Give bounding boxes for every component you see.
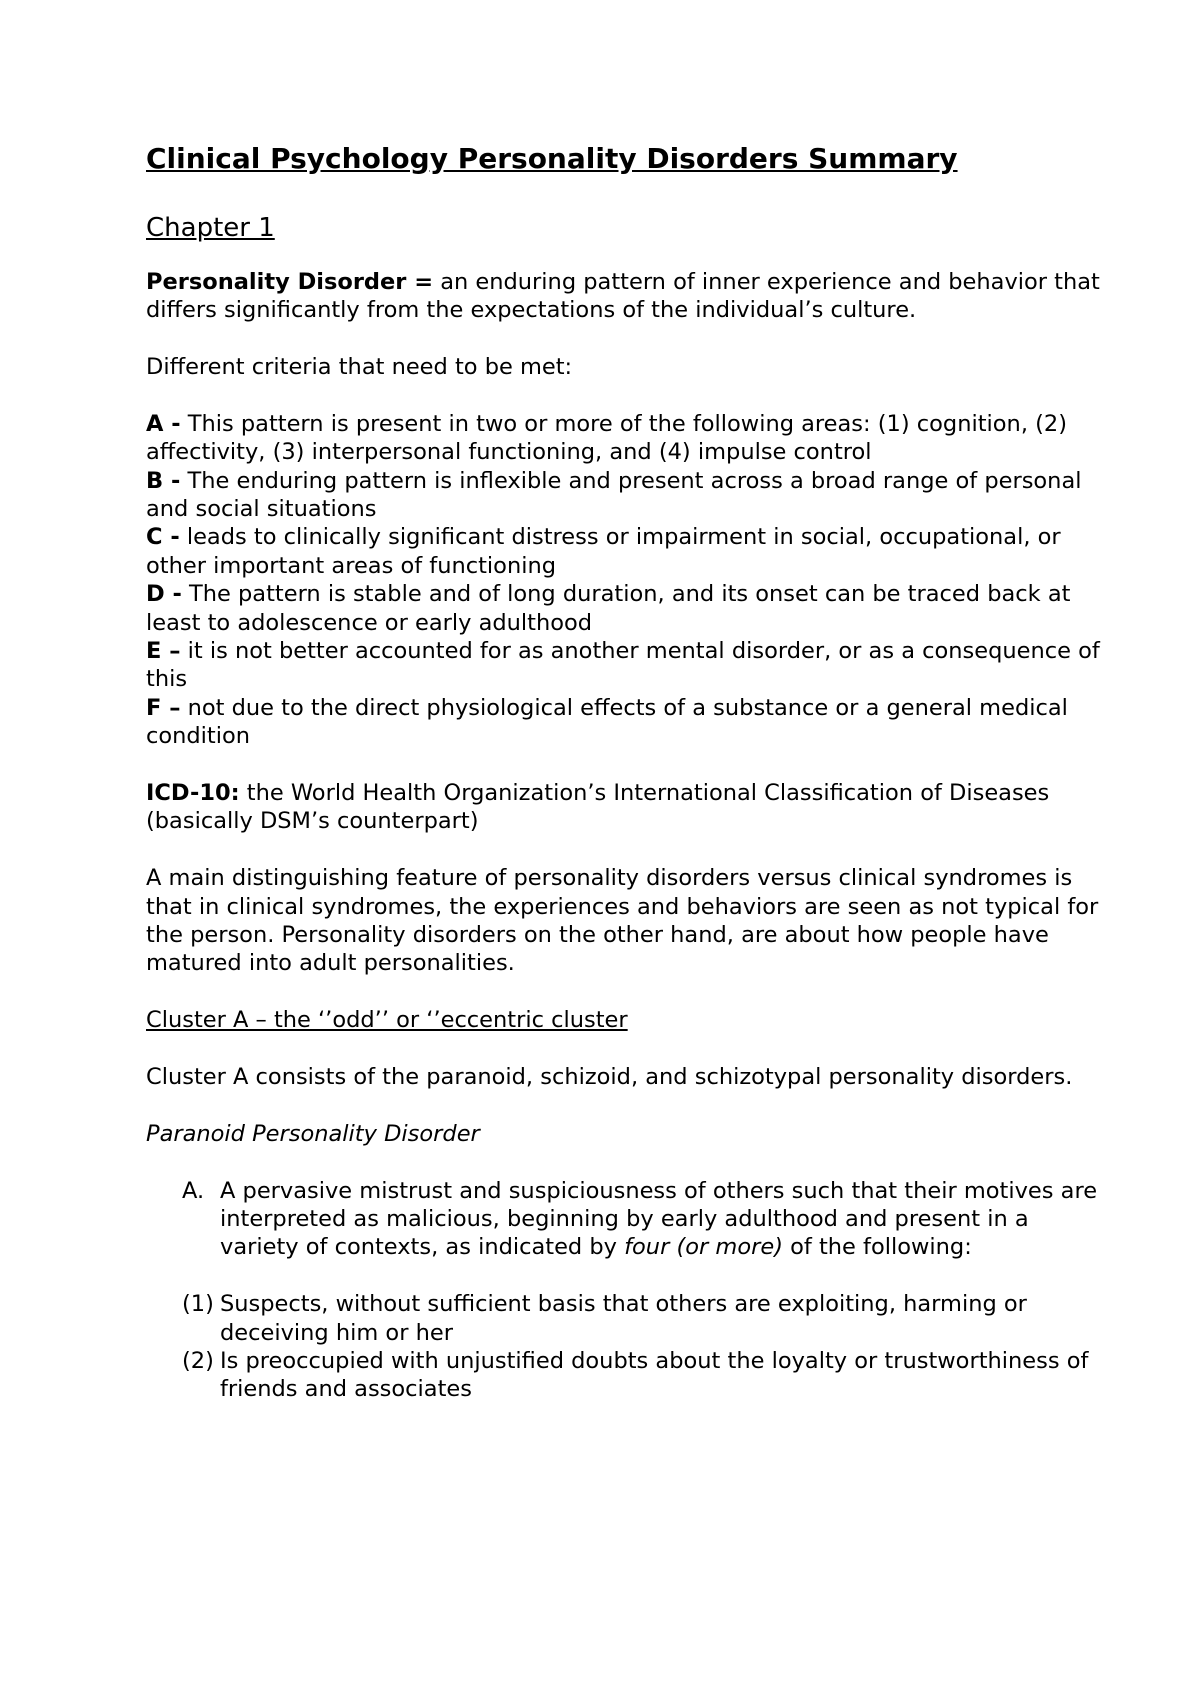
paranoid-text-after: of the following:: [782, 1234, 972, 1261]
criterion-letter: D -: [146, 581, 182, 608]
list-item-text: Is preoccupied with unjustified doubts about the loyalty or trustworthiness of friends and associates: [220, 1348, 1089, 1403]
criterion-text: The enduring pattern is inflexible and present across a broad range of personal and social situations: [146, 467, 1082, 522]
criterion-c: [146, 523, 1100, 580]
list-marker: (2): [182, 1348, 214, 1375]
definition-paragraph: [146, 268, 1100, 325]
paranoid-text-before: A pervasive mistrust and suspiciousness of others such that their motives are interpreted as malicious, beginning by early adulthood and present in a variety of contexts, as indicated by: [220, 1177, 1098, 1261]
icd-paragraph: [146, 779, 1100, 836]
document-title: Clinical Psychology Personality Disorders Summary: [146, 142, 958, 175]
criterion-letter: B -: [146, 467, 181, 494]
criterion-letter: E –: [146, 638, 181, 665]
criterion-text: The pattern is stable and of long duration, and its onset can be traced back at least to adolescence or early adulthood: [146, 581, 1071, 636]
criterion-e: [146, 637, 1100, 694]
definition-text: an enduring pattern of inner experience and behavior that differs significantly from the expectations of the individual’s culture.: [146, 268, 1100, 324]
definition-term: Personality Disorder =: [146, 268, 434, 295]
chapter-heading: Chapter 1: [146, 212, 275, 243]
criteria-intro: Different criteria that need to be met:: [146, 353, 573, 380]
criterion-b: [146, 467, 1100, 524]
criterion-letter: F –: [146, 694, 181, 721]
criterion-letter: C -: [146, 524, 180, 551]
distinguishing-paragraph: A main distinguishing feature of personality disorders versus clinical syndromes is that in clinical syndromes, the experiences and behaviors are seen as not typical for the person. Personality disorders on the other hand, are about how people have matured into adult personalities.: [146, 865, 1099, 977]
paranoid-item-1: [146, 1290, 1100, 1347]
criterion-f: [146, 694, 1100, 751]
list-item-text: Suspects, without sufficient basis that others are exploiting, harming or deceiving him or her: [220, 1291, 1027, 1346]
paranoid-criterion-a: [146, 1177, 1100, 1262]
criterion-letter: A -: [146, 410, 181, 437]
cluster-a-paragraph: Cluster A consists of the paranoid, schizoid, and schizotypal personality disorders.: [146, 1064, 1073, 1091]
paranoid-heading: Paranoid Personality Disorder: [146, 1120, 480, 1147]
criterion-text: it is not better accounted for as another mental disorder, or as a consequence of this: [146, 638, 1100, 693]
criterion-text: leads to clinically significant distress or impairment in social, occupational, or other important areas of functioning: [146, 524, 1061, 579]
paranoid-item-2: [146, 1347, 1100, 1404]
criterion-text: not due to the direct physiological effects of a substance or a general medical condition: [146, 694, 1068, 750]
icd-text: the World Health Organization’s International Classification of Diseases (basically DSM’s counterpart): [146, 780, 1050, 835]
criteria-list: [146, 410, 1100, 751]
icd-term: ICD-10:: [146, 780, 240, 807]
criterion-text: This pattern is present in two or more of the following areas: (1) cognition, (2) affectivity, (3) interpersonal functioning, and (4) impulse control: [146, 410, 1067, 466]
criterion-d: [146, 580, 1100, 637]
cluster-a-heading: Cluster A – the ‘’odd’’ or ‘’eccentric cluster: [146, 1007, 628, 1034]
spacer: [146, 1262, 1100, 1290]
list-marker: (1): [182, 1291, 214, 1318]
paranoid-emphasis: four (or more): [624, 1234, 783, 1261]
list-marker: A.: [182, 1177, 205, 1204]
criterion-a: [146, 410, 1100, 467]
